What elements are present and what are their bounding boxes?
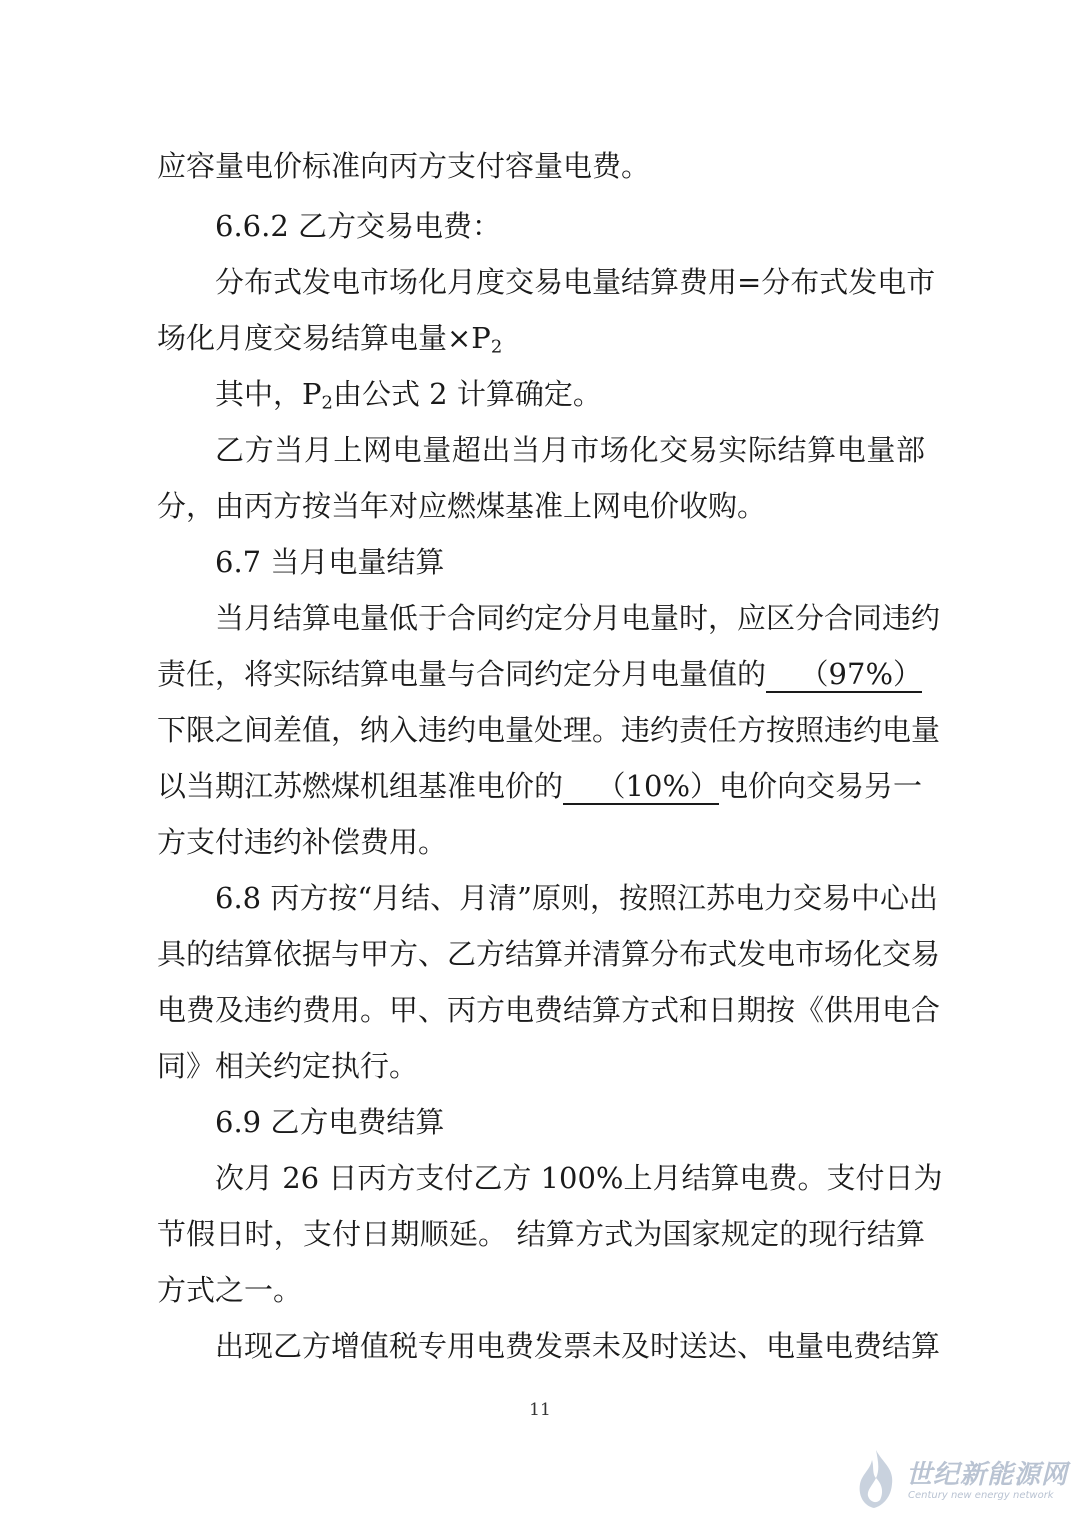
text-line-3 (215, 262, 936, 302)
section-6-8-line-3-content: 电费及违约费用。甲、丙方电费结算方式和日期按《供用电合 (157, 993, 941, 1027)
text-line-3-content: 分布式发电市场化月度交易电量结算费用=分布式发电市 (215, 265, 936, 299)
watermark-name-cn: 世纪新能源网 (906, 1460, 1069, 1490)
text-line-5 (215, 374, 602, 414)
section-heading-6-7 (215, 542, 444, 582)
text-line-9 (215, 598, 941, 638)
blank-field-97: （97%） (766, 657, 922, 693)
text-line-10-content: 责任，将实际结算电量与合同约定分月电量值的 (157, 657, 767, 691)
text-line-1-content: 应容量电价标准向丙方支付容量电费。 (157, 149, 651, 183)
watermark (852, 1446, 1072, 1516)
text-line-6-content: 乙方当月上网电量超出当月市场化交易实际结算电量部 (215, 433, 925, 467)
text-line-4 (157, 318, 502, 358)
text-line-5-prefix: 其中，P (215, 377, 322, 411)
text-line-last (215, 1326, 941, 1366)
text-line-last-content: 出现乙方增值税专用电费发票未及时送达、电量电费结算 (215, 1329, 941, 1363)
section-heading-6-7-text: 6.7 当月电量结算 (215, 545, 445, 579)
section-6-8-line-1 (215, 878, 938, 918)
text-line-9-content: 当月结算电量低于合同约定分月电量时，应区分合同违约 (215, 601, 941, 635)
text-line-6 (215, 430, 925, 470)
section-6-8-line-1-content: 6.8 丙方按“月结、月清”原则，按照江苏电力交易中心出 (215, 881, 938, 915)
section-heading-6-9 (215, 1102, 444, 1142)
text-line-11 (157, 710, 941, 750)
text-line-5-suffix: 由公式 2 计算确定。 (332, 377, 602, 411)
text-line-7-content: 分，由丙方按当年对应燃煤基准上网电价收购。 (157, 489, 767, 523)
flame-logo-icon (852, 1448, 900, 1510)
section-6-8-line-2-content: 具的结算依据与甲方、乙方结算并清算分布式发电市场化交易 (157, 937, 941, 971)
watermark-name-en: Century new energy network (908, 1490, 1054, 1501)
section-heading-6-6-2-text: 6.6.2 乙方交易电费： (215, 209, 502, 243)
text-line-13 (157, 822, 447, 862)
blank-field-10: （10%） (563, 769, 719, 805)
section-6-8-line-4 (157, 1046, 418, 1086)
text-line-7 (157, 486, 766, 526)
section-6-8-line-2 (157, 934, 941, 974)
section-6-9-line-1 (215, 1158, 943, 1198)
text-line-12-suffix: 电价向交易另一 (719, 769, 923, 803)
text-line-12 (157, 766, 922, 806)
text-line-11-content: 下限之间差值，纳入违约电量处理。违约责任方按照违约电量 (157, 713, 941, 747)
text-line-12-prefix: 以当期江苏燃煤机组基准电价的 (157, 769, 564, 803)
section-6-8-line-3 (157, 990, 941, 1030)
section-heading-6-9-text: 6.9 乙方电费结算 (215, 1105, 445, 1139)
formula-text: 场化月度交易结算电量×P (157, 321, 491, 355)
section-6-9-line-1-content: 次月 26 日丙方支付乙方 100%上月结算电费。支付日为 (215, 1161, 943, 1195)
section-6-9-line-3 (157, 1270, 302, 1310)
section-6-9-line-2 (157, 1214, 925, 1254)
page-number: 11 (529, 1400, 551, 1420)
text-line-10 (157, 654, 922, 694)
section-6-9-line-2-content: 节假日时，支付日期顺延。 结算方式为国家规定的现行结算 (157, 1217, 925, 1251)
text-line-13-content: 方支付违约补偿费用。 (157, 825, 448, 859)
section-6-9-line-3-content: 方式之一。 (157, 1273, 303, 1307)
text-line-1 (157, 146, 650, 186)
section-heading-6-6-2 (215, 206, 501, 246)
formula-subscript: 2 (490, 336, 503, 358)
text-line-5-subscript: 2 (321, 392, 333, 414)
section-6-8-line-4-content: 同》相关约定执行。 (157, 1049, 419, 1083)
